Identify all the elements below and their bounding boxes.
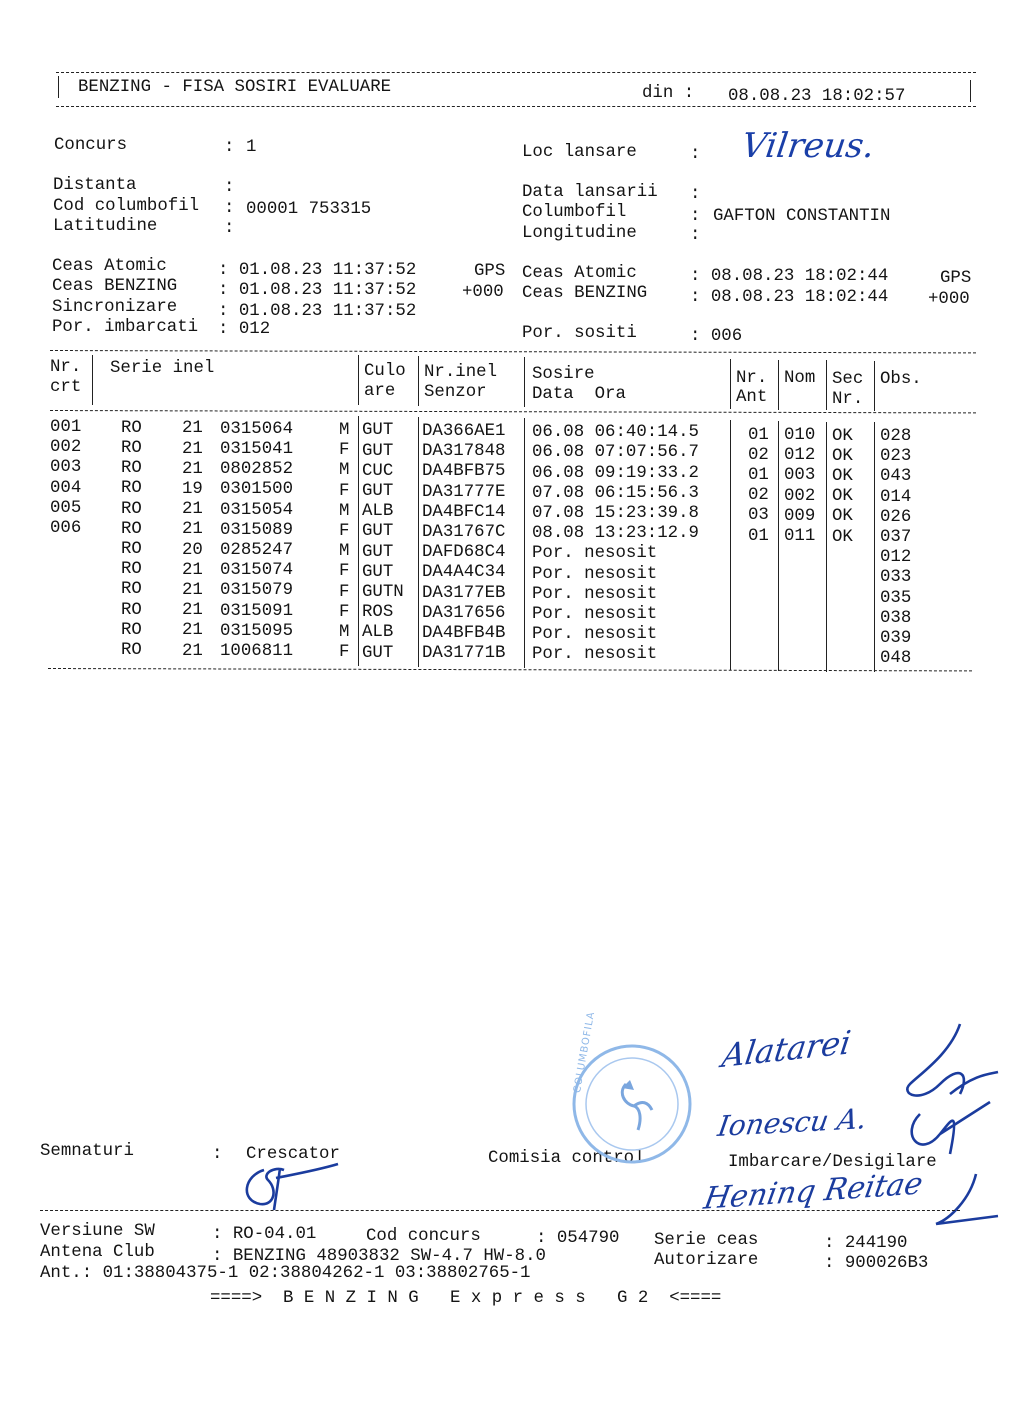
- row-inel: 0315095: [220, 621, 294, 641]
- cod-columbofil-value: 00001 753315: [246, 200, 372, 219]
- header-sosire-1: Sosire: [532, 365, 595, 384]
- table-row: [0, 458, 1024, 487]
- row-an: 21: [182, 580, 203, 600]
- header-nr-1: Nr.: [50, 358, 82, 377]
- row-an: 20: [182, 540, 203, 560]
- header-sec-1: Sec: [832, 370, 864, 389]
- stamp-text: COLUMBOFILA: [572, 1010, 598, 1094]
- row-culoare: GUT: [362, 643, 394, 663]
- header-nrinel-1: Nr.inel: [424, 363, 498, 382]
- row-nom: 012: [784, 446, 816, 466]
- crescator-label: Crescator: [246, 1145, 340, 1164]
- row-inel: 0315041: [220, 439, 294, 459]
- row-inel: 0315054: [220, 500, 294, 520]
- row-senzor: DA4BFB75: [422, 462, 506, 482]
- row-senzor: DA31771B: [422, 644, 506, 664]
- row-obs: 033: [880, 568, 912, 588]
- row-nr: 003: [50, 458, 82, 478]
- row-an: 21: [182, 500, 203, 520]
- row-senzor: DA317848: [422, 442, 506, 462]
- row-sec: OK: [832, 446, 853, 466]
- document-title: BENZING - FISA SOSIRI EVALUARE: [78, 78, 392, 97]
- row-culoare: GUT: [362, 421, 394, 441]
- row-senzor: DA4BFB4B: [422, 624, 506, 643]
- autorizare-value: : 900026B3: [824, 1254, 929, 1273]
- ceas-atomic-left-value: : 01.08.23 11:37:52: [218, 261, 417, 280]
- row-sex: F: [339, 441, 350, 461]
- row-sosire: 06.08 09:19:33.2: [532, 463, 699, 483]
- ceas-atomic-right-label: Ceas Atomic: [522, 264, 637, 283]
- row-culoare: GUT: [362, 481, 394, 501]
- row-sosire: Por. nesosit: [532, 645, 658, 665]
- row-nr: 001: [50, 418, 82, 437]
- header-sosire-2: Data Ora: [532, 385, 626, 404]
- row-obs: 037: [880, 528, 912, 547]
- table-row: [0, 498, 1024, 527]
- row-obs: 038: [880, 608, 912, 628]
- columbofil-sep: :: [690, 207, 701, 226]
- handwritten-signature-3: Heninq Reitae: [701, 1166, 926, 1217]
- serie-ceas-value: : 244190: [824, 1234, 908, 1253]
- row-culoare: GUT: [362, 441, 394, 461]
- cod-columbofil-sep: :: [224, 199, 235, 218]
- data-lansarii-label: Data lansarii: [522, 183, 658, 202]
- concurs-value: 1: [246, 138, 257, 157]
- row-inel: 0315091: [220, 601, 294, 621]
- row-sosire: Por. nesosit: [532, 604, 658, 624]
- row-tara: RO: [121, 479, 142, 499]
- row-sex: F: [339, 582, 350, 602]
- footer-top-rule: [40, 1210, 960, 1211]
- row-an: 21: [182, 439, 203, 459]
- row-nr: 006: [50, 519, 82, 538]
- row-culoare: GUT: [362, 522, 394, 542]
- row-ant: 03: [748, 506, 769, 526]
- latitudine-sep: :: [224, 219, 235, 238]
- row-senzor: DA3177EB: [422, 583, 506, 603]
- row-obs: 039: [880, 629, 912, 648]
- row-senzor: DAFD68C4: [422, 543, 506, 563]
- header-obs: Obs.: [880, 370, 922, 389]
- semnaturi-sep: :: [212, 1145, 223, 1164]
- cod-concurs-value: : 054790: [536, 1229, 620, 1248]
- latitudine-label: Latitudine: [53, 217, 158, 236]
- row-obs: 028: [880, 427, 912, 446]
- row-tara: RO: [121, 519, 142, 539]
- row-culoare: ALB: [362, 502, 394, 522]
- ceas-atomic-left-label: Ceas Atomic: [52, 257, 167, 276]
- row-sosire: 06.08 07:07:56.7: [532, 443, 699, 463]
- concurs-sep: :: [224, 138, 245, 157]
- versiune-label: Versiune SW: [40, 1222, 155, 1241]
- por-sositi-value: : 006: [690, 327, 743, 346]
- row-sosire: Por. nesosit: [532, 625, 658, 645]
- row-culoare: CUC: [362, 461, 394, 481]
- benzing-express-banner: ====> B E N Z I N G E x p r e s s G 2 <====: [210, 1289, 722, 1308]
- table-header-rule: [50, 410, 976, 413]
- por-imbarcati-label: Por. imbarcati: [52, 318, 199, 337]
- col-bar-serie: [358, 355, 359, 405]
- row-obs: 012: [880, 548, 912, 568]
- row-tara: RO: [121, 418, 142, 438]
- header-right-bar: [970, 80, 971, 102]
- row-culoare: GUT: [362, 562, 394, 582]
- columbofil-label: Columbofil: [522, 203, 627, 222]
- row-ant: 01: [748, 526, 769, 546]
- row-nom: 002: [784, 486, 816, 506]
- row-nr: 002: [50, 438, 82, 458]
- row-obs: 023: [880, 447, 912, 467]
- row-sosire: Por. nesosit: [532, 564, 658, 584]
- row-tara: RO: [121, 620, 142, 640]
- row-an: 21: [182, 621, 203, 641]
- autorizare-label: Autorizare: [654, 1251, 759, 1270]
- data-lansarii-sep: :: [690, 185, 701, 204]
- table-row: [0, 539, 1024, 568]
- row-sex: F: [339, 562, 350, 582]
- semnaturi-label: Semnaturi: [40, 1142, 134, 1161]
- row-nom: 011: [784, 527, 816, 546]
- row-sec: OK: [832, 527, 853, 547]
- header-ant-1: Nr.: [736, 369, 768, 388]
- header-serie: Serie inel: [110, 359, 215, 378]
- row-culoare: GUTN: [362, 582, 404, 602]
- table-row: [0, 519, 1024, 547]
- por-imbarcati-value: : 012: [218, 320, 271, 339]
- row-tara: RO: [121, 438, 142, 458]
- row-sex: F: [339, 522, 350, 542]
- col-bar-sosire: [730, 359, 731, 409]
- row-ant: 02: [748, 445, 769, 465]
- row-sosire: Por. nesosit: [532, 544, 658, 564]
- header-ant-2: Ant: [736, 388, 768, 407]
- row-sosire: 07.08 15:23:39.8: [532, 503, 699, 523]
- antenna-list: Ant.: 01:38804375-1 02:38804262-1 03:38802765-1: [40, 1264, 531, 1283]
- row-sex: M: [339, 461, 350, 481]
- row-ant: 02: [748, 486, 769, 506]
- col-bar-culoare: [418, 356, 419, 406]
- row-an: 21: [182, 601, 203, 621]
- table-row: [0, 478, 1024, 507]
- row-tara: RO: [121, 560, 142, 580]
- row-sex: M: [339, 623, 350, 643]
- col-bar-sec: [874, 361, 875, 411]
- header-culoare-2: are: [364, 382, 396, 401]
- row-culoare: GUT: [362, 542, 394, 562]
- table-bottom-rule: [48, 668, 972, 671]
- row-an: 21: [182, 560, 203, 580]
- row-nom: 009: [784, 506, 816, 526]
- din-label: din :: [642, 84, 695, 103]
- sincronizare-value: : 01.08.23 11:37:52: [218, 302, 417, 321]
- row-obs: 048: [880, 649, 912, 669]
- row-ant: 01: [748, 465, 769, 485]
- row-sosire: 06.08 06:40:14.5: [532, 423, 699, 443]
- imbarcare-desigilare-label: Imbarcare/Desigilare: [728, 1153, 937, 1172]
- table-row: [0, 438, 1024, 467]
- concurs-label: Concurs: [54, 136, 128, 155]
- row-senzor: DA31777E: [422, 482, 506, 502]
- row-obs: 026: [880, 507, 912, 527]
- columbofil-value: GAFTON CONSTANTIN: [713, 207, 891, 226]
- row-nom: 010: [784, 426, 816, 445]
- table-row: [0, 620, 1024, 648]
- row-inel: 0315074: [220, 561, 294, 581]
- versiune-value: : RO-04.01: [212, 1225, 317, 1244]
- row-sosire: 08.08 13:23:12.9: [532, 524, 699, 544]
- table-row: [0, 600, 1024, 628]
- cod-columbofil-label: Cod columbofil: [53, 197, 200, 216]
- table-row: [0, 418, 1024, 446]
- row-an: 21: [182, 641, 203, 661]
- loc-lansare-label: Loc lansare: [522, 143, 637, 162]
- row-sec: OK: [832, 466, 853, 486]
- table-row: [0, 559, 1024, 588]
- serie-ceas-label: Serie ceas: [654, 1231, 759, 1250]
- row-senzor: DA31767C: [422, 523, 506, 542]
- table-top-rule: [50, 350, 976, 353]
- row-an: 21: [182, 520, 203, 540]
- header-sec-2: Nr.: [832, 390, 864, 409]
- table-row: [0, 640, 1024, 669]
- col-bar-nrinel: [524, 357, 525, 407]
- header-bottom-rule: [56, 106, 976, 107]
- row-sosire: Por. nesosit: [532, 584, 658, 604]
- row-inel: 0315089: [220, 520, 294, 540]
- header-culoare-1: Culo: [364, 362, 406, 381]
- row-nr: 005: [50, 498, 82, 518]
- row-inel: 0285247: [220, 540, 294, 560]
- ceas-benzing-right-value: : 08.08.23 18:02:44: [690, 288, 889, 307]
- por-sositi-label: Por. sositi: [522, 324, 637, 343]
- ceas-benzing-right-suffix: +000: [928, 290, 970, 309]
- row-an: 19: [182, 479, 203, 499]
- row-inel: 0315064: [220, 419, 294, 439]
- row-senzor: DA317656: [422, 603, 506, 623]
- row-nr: 004: [50, 478, 82, 498]
- longitudine-sep: :: [690, 226, 701, 245]
- row-inel: 0301500: [220, 480, 294, 500]
- distanta-sep: :: [224, 178, 235, 197]
- row-tara: RO: [121, 499, 142, 519]
- antena-club-value: : BENZING 48903832 SW-4.7 HW-8.0: [212, 1247, 546, 1266]
- row-tara: RO: [121, 539, 142, 559]
- col-bar-nr: [92, 355, 93, 405]
- row-tara: RO: [121, 459, 142, 479]
- loc-lansare-sep: :: [690, 145, 701, 164]
- ceas-benzing-left-label: Ceas BENZING: [52, 277, 178, 296]
- table-row: [0, 580, 1024, 608]
- header-nrinel-2: Senzor: [424, 383, 487, 402]
- row-sex: F: [339, 643, 350, 663]
- row-inel: 0315079: [220, 581, 294, 601]
- header-nr-2: crt: [50, 378, 82, 397]
- ceas-benzing-left-suffix: +000: [462, 283, 504, 302]
- row-sex: F: [339, 481, 350, 501]
- ceas-atomic-right-value: : 08.08.23 18:02:44: [690, 267, 889, 286]
- longitudine-label: Longitudine: [522, 224, 637, 243]
- row-senzor: DA366AE1: [422, 422, 506, 441]
- din-timestamp: 08.08.23 18:02:57: [728, 87, 906, 106]
- sincronizare-label: Sincronizare: [52, 298, 178, 317]
- row-senzor: DA4BFC14: [422, 502, 506, 522]
- row-tara: RO: [121, 640, 142, 660]
- ceas-atomic-right-suffix: GPS: [940, 269, 972, 288]
- row-an: 21: [182, 419, 203, 439]
- row-obs: 043: [880, 467, 912, 487]
- row-sex: M: [339, 542, 350, 562]
- row-sex: F: [339, 602, 350, 622]
- ceas-benzing-right-label: Ceas BENZING: [522, 284, 648, 303]
- header-nom: Nom: [784, 369, 816, 388]
- antena-club-label: Antena Club: [40, 1243, 155, 1262]
- distanta-label: Distanta: [53, 176, 137, 195]
- row-sex: M: [339, 501, 350, 521]
- row-sec: OK: [832, 426, 853, 446]
- header-left-bar: [58, 76, 59, 98]
- row-sosire: 07.08 06:15:56.3: [532, 483, 699, 503]
- handwritten-signature-1: Alatarei: [719, 1022, 854, 1076]
- col-bar-nom: [826, 360, 827, 410]
- row-culoare: ROS: [362, 603, 394, 623]
- row-tara: RO: [121, 600, 142, 620]
- row-nom: 003: [784, 466, 816, 486]
- row-senzor: DA4A4C34: [422, 563, 506, 583]
- row-sec: OK: [832, 487, 853, 507]
- comisia-control-label: Comisia control: [488, 1149, 645, 1168]
- handwritten-signature-2: Ionescu A.: [715, 1101, 870, 1144]
- row-obs: 014: [880, 487, 912, 507]
- row-inel: 0802852: [220, 460, 294, 480]
- cod-concurs-label: Cod concurs: [366, 1227, 481, 1246]
- row-an: 21: [182, 459, 203, 479]
- row-obs: 035: [880, 588, 912, 608]
- row-tara: RO: [121, 580, 142, 600]
- ceas-atomic-left-suffix: GPS: [474, 262, 506, 281]
- row-inel: 1006811: [220, 641, 294, 661]
- header-top-rule: [56, 72, 976, 73]
- ceas-benzing-left-value: : 01.08.23 11:37:52: [218, 281, 417, 300]
- col-bar-ant: [778, 360, 779, 410]
- crescator-signature-icon: [234, 1150, 344, 1214]
- row-ant: 01: [748, 425, 769, 445]
- handwritten-loc-lansare: Vilreus.: [739, 126, 878, 166]
- row-sec: OK: [832, 507, 853, 527]
- row-culoare: ALB: [362, 623, 394, 643]
- row-sex: M: [339, 421, 350, 441]
